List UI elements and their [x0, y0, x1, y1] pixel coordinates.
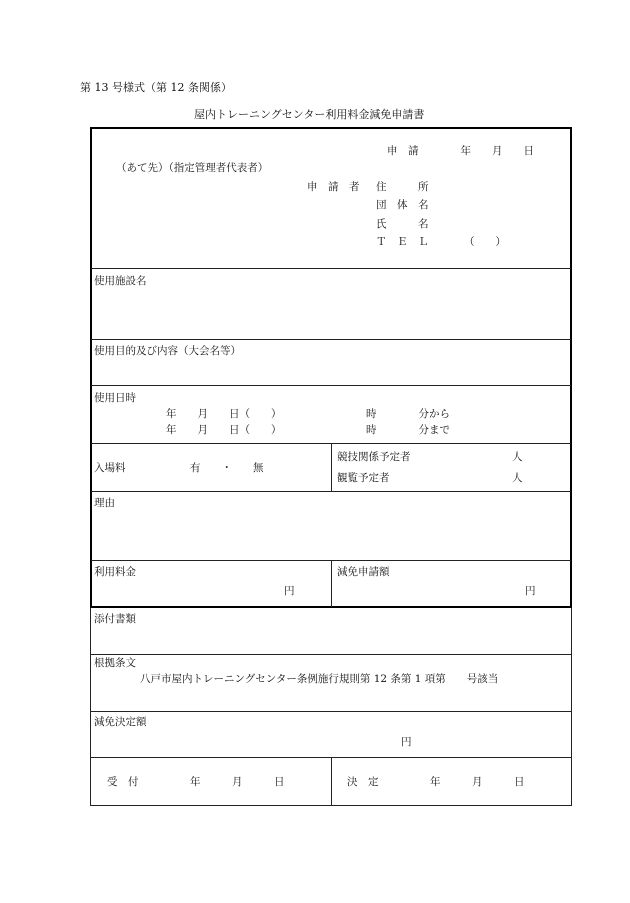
received-date: 年 月 日: [190, 776, 285, 788]
decision-label: 減免決定額: [94, 716, 147, 728]
applicant-label: 申 請 者: [307, 181, 360, 193]
frame-top: [90, 127, 572, 129]
frame-left: [90, 127, 92, 608]
lower-frame-bottom: [90, 805, 572, 806]
attachments-label: 添付書類: [94, 613, 136, 625]
reason-label: 理由: [94, 497, 115, 509]
spectators-label: 観覧予定者: [337, 472, 390, 484]
lower-frame-right: [571, 608, 572, 806]
datetime-row2-date: 年 月 日（ ）: [166, 424, 282, 436]
received-label: 受 付: [107, 776, 139, 788]
admission-options: 有 ・ 無: [190, 462, 264, 474]
addressee: （あて先）（指定管理者代表者）: [116, 162, 269, 174]
fee-yen: 円: [284, 585, 295, 597]
frame-right: [570, 127, 572, 608]
form-title: 屋内トレーニングセンター利用料金減免申請書: [194, 108, 425, 121]
admission-label: 入場料: [94, 462, 126, 474]
decided-label: 決 定: [347, 776, 379, 788]
address-label: 住 所: [376, 181, 429, 193]
datetime-row1-time: 時 分から: [366, 408, 450, 420]
purpose-label: 使用目的及び内容（大会名等）: [94, 345, 241, 357]
decided-date: 年 月 日: [430, 776, 525, 788]
tel-label: Ｔ Ｅ Ｌ: [376, 236, 429, 248]
lower-frame-left: [90, 608, 91, 806]
basis-label: 根拠条文: [94, 657, 136, 669]
datetime-row2-time: 時 分まで: [366, 424, 450, 436]
facility-label: 使用施設名: [94, 275, 147, 287]
competitors-label: 競技関係予定者: [337, 451, 411, 463]
decision-yen: 円: [401, 736, 412, 748]
competitors-unit: 人: [512, 451, 523, 463]
group-name-label: 団 体 名: [376, 199, 429, 211]
reduction-yen: 円: [525, 585, 536, 597]
spectators-unit: 人: [512, 472, 523, 484]
name-label: 氏 名: [376, 218, 429, 230]
reduction-label: 減免申請額: [337, 566, 390, 578]
datetime-row1-date: 年 月 日（ ）: [166, 408, 282, 420]
application-date: 申 請 年 月 日: [387, 145, 534, 157]
form-number: 第 13 号様式（第 12 条関係）: [80, 81, 232, 94]
tel-parens: （ ）: [464, 236, 506, 248]
datetime-label: 使用日時: [94, 392, 136, 404]
basis-text: 八戸市屋内トレーニングセンター条例施行規則第 12 条第 1 項第 号該当: [140, 673, 499, 685]
fee-label: 利用料金: [94, 566, 136, 578]
